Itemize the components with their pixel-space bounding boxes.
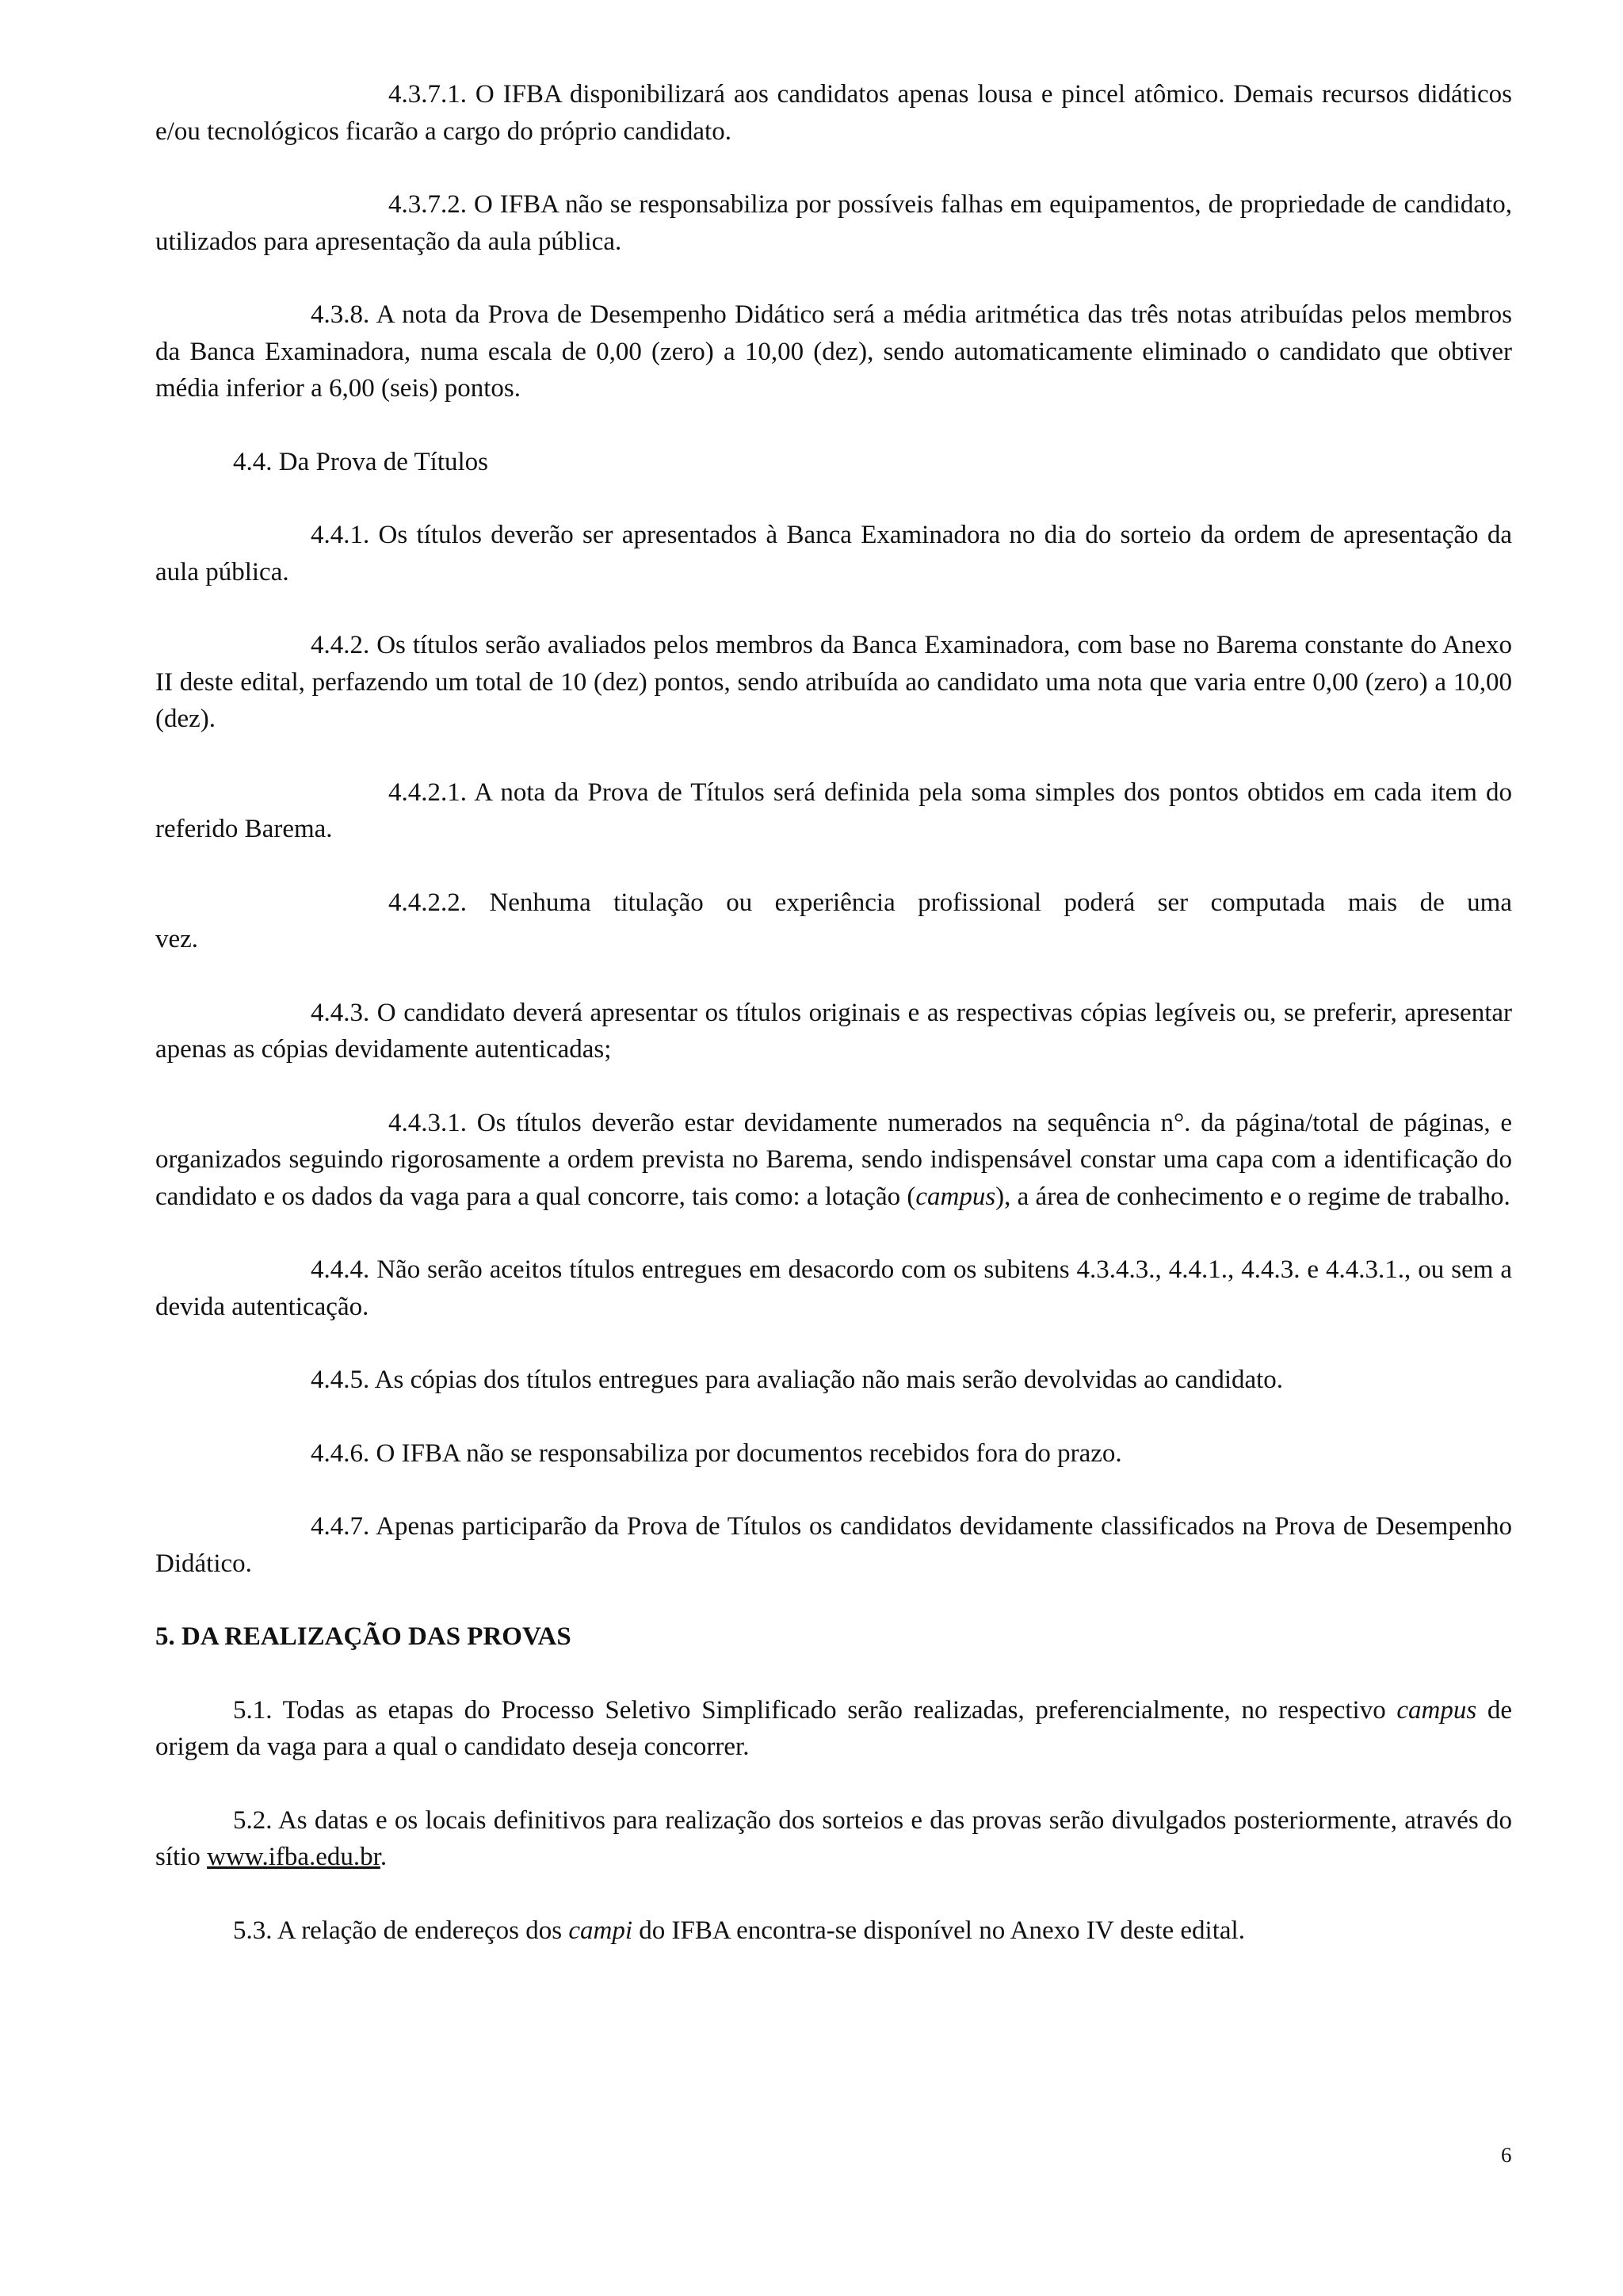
paragraph-4-4-2: 4.4.2. Os títulos serão avaliados pelos membros da Banca Examinadora, com base no Barema constante do Anexo II deste edital, perfazendo um total de 10 (dez) pontos, sendo atribuída ao candidato uma nota que varia entre 0,00 (zero) a 10,00 (dez). [155, 631, 1512, 733]
section-5-heading: 5. DA REALIZAÇÃO DAS PROVAS [155, 1622, 571, 1651]
paragraph-5-2 [155, 1802, 1512, 1876]
section-4-4-title: 4.4. Da Prova de Títulos [233, 447, 489, 476]
paragraph-4-3-7-1: 4.3.7.1. O IFBA disponibilizará aos candidatos apenas lousa e pincel atômico. Demais recursos didáticos e/ou tecnológicos ficarão a cargo do próprio candidato. [155, 80, 1512, 146]
paragraph-5-2-text-a: 5.2. As datas e os locais definitivos para realização dos sorteios e das provas serão divulgados posteriormente, através do sítio [155, 1805, 1512, 1871]
campus-term: campus [1396, 1695, 1477, 1725]
paragraph-4-4-3-1 [155, 1105, 1512, 1216]
paragraph-4-3-8: 4.3.8. A nota da Prova de Desempenho Didático será a média aritmética das três notas atribuídas pelos membros da Banca Examinadora, numa escala de 0,00 (zero) a 10,00 (dez), sendo automaticamente eliminado o candidato que obtiver média inferior a 6,00 (seis) pontos. [155, 300, 1512, 403]
paragraph-4-3-7-2: 4.3.7.2. O IFBA não se responsabiliza por possíveis falhas em equipamentos, de propriedade de candidato, utilizados para apresentação da aula pública. [155, 190, 1512, 256]
paragraph-4-4-5: 4.4.5. As cópias dos títulos entregues para avaliação não mais serão devolvidas ao candidato. [311, 1366, 1284, 1394]
paragraph-5-3-text-b: do IFBA encontra-se disponível no Anexo IV deste edital. [632, 1916, 1245, 1945]
ifba-website-link[interactable]: www.ifba.edu.br [207, 1843, 380, 1871]
paragraph-4-4-2-2-continuation: vez. [155, 925, 199, 953]
paragraph-4-4-2-2: 4.4.2.2. Nenhuma titulação ou experiência profissional poderá ser computada mais de uma [388, 888, 1512, 917]
paragraph-4-4-3: 4.4.3. O candidato deverá apresentar os títulos originais e as respectivas cópias legíveis ou, se preferir, apresentar apenas as cópias devidamente autenticadas; [155, 998, 1512, 1064]
paragraph-5-3 [155, 1912, 1512, 1950]
paragraph-5-1-text-b: de origem da vaga para a qual o candidato deseja concorrer. [155, 1695, 1512, 1761]
campus-term: campus [915, 1182, 996, 1211]
paragraph-5-2-text-b: . [380, 1843, 388, 1871]
paragraph-4-4-3-1-text-b: ), a área de conhecimento e o regime de trabalho. [995, 1182, 1510, 1211]
paragraph-5-3-text-a: 5.3. A relação de endereços dos [233, 1916, 569, 1945]
paragraph-5-1 [155, 1692, 1512, 1766]
campi-term: campi [568, 1916, 633, 1945]
paragraph-4-4-2-1: 4.4.2.1. A nota da Prova de Títulos será definida pela soma simples dos pontos obtidos em cada item do referido Barema. [155, 777, 1512, 843]
paragraph-4-4-1: 4.4.1. Os títulos deverão ser apresentados à Banca Examinadora no dia do sorteio da ordem de apresentação da aula pública. [155, 521, 1512, 586]
paragraph-5-1-text-a: 5.1. Todas as etapas do Processo Seletivo Simplificado serão realizadas, preferencialmente, no respectivo [233, 1695, 1397, 1725]
paragraph-4-4-4: 4.4.4. Não serão aceitos títulos entregues em desacordo com os subitens 4.3.4.3., 4.4.1., 4.4.3. e 4.4.3.1., ou sem a devida autenticação. [155, 1255, 1512, 1321]
paragraph-4-4-3-1-text-a: 4.4.3.1. Os títulos deverão estar devidamente numerados na sequência n°. da página/total de páginas, e organizados seguindo rigorosamente a ordem prevista no Barema, sendo indispensável constar uma capa com a identificação do candidato e os dados da vaga para a qual concorre, tais como: a lotação ( [155, 1108, 1512, 1211]
paragraph-4-4-7: 4.4.7. Apenas participarão da Prova de Títulos os candidatos devidamente classificados na Prova de Desempenho Didático. [155, 1512, 1512, 1578]
paragraph-4-4-6: 4.4.6. O IFBA não se responsabiliza por documentos recebidos fora do prazo. [311, 1438, 1122, 1468]
document-page [155, 76, 1512, 1949]
page-number: 6 [1501, 2143, 1512, 2167]
